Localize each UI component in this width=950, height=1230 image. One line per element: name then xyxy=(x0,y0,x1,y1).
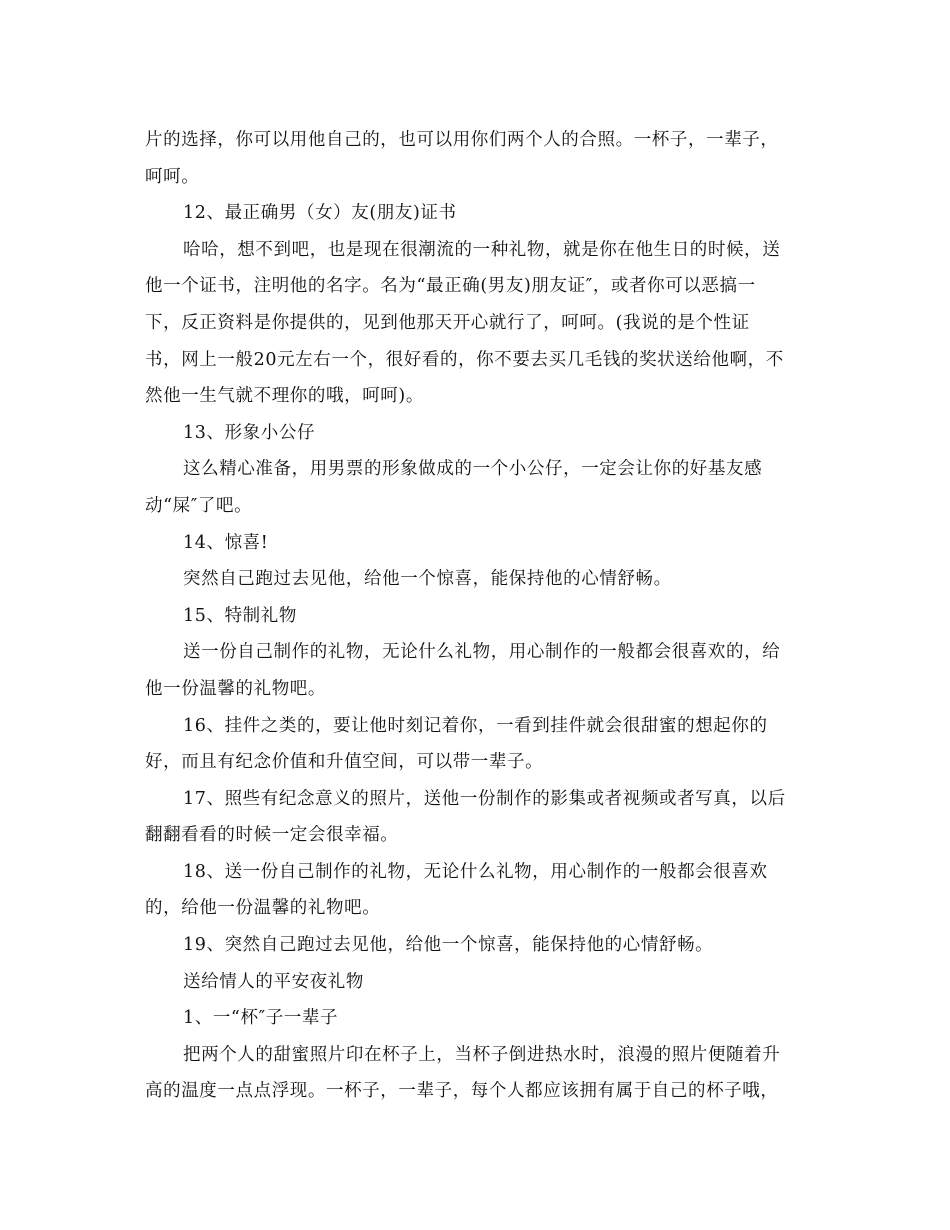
text-line: 19、突然自己跑过去见他，给他一个惊喜，能保持他的心情舒畅。 xyxy=(183,935,714,956)
text-line: 送一份自己制作的礼物，无论什么礼物，用心制作的一般都会很喜欢的，给 xyxy=(183,642,781,663)
text-line: 他一个证书，注明他的名字。名为“最正确(男友)朋友证″，或者你可以恶搞一 xyxy=(145,276,756,297)
text-line: 好，而且有纪念价值和升值空间，可以带一辈子。 xyxy=(145,752,544,773)
section-title: 送给情人的平安夜礼物 xyxy=(183,971,364,992)
text-line: 书，网上一般20元左右一个，很好看的，你不要去买几毛钱的奖状送给他啊，不 xyxy=(145,349,784,370)
text-line: 高的温度一点点浮现。一杯子，一辈子，每个人都应该拥有属于自己的杯子哦， xyxy=(145,1081,779,1102)
text-line: 17、照些有纪念意义的照片，送他一份制作的影集或者视频或者写真，以后 xyxy=(183,788,786,809)
text-line: 他一份温馨的礼物吧。 xyxy=(145,678,326,699)
text-line: 哈哈，想不到吧，也是现在很潮流的一种礼物，就是你在他生日的时候，送 xyxy=(183,239,781,260)
section-heading: 12、最正确男（女）友(朋友)证书 xyxy=(183,203,457,224)
text-line: 18、送一份自己制作的礼物，无论什么礼物，用心制作的一般都会很喜欢 xyxy=(183,861,768,882)
text-line: 翻翻看看的时候一定会很幸福。 xyxy=(145,825,399,846)
document-page xyxy=(145,122,810,1110)
section-heading: 13、形象小公仔 xyxy=(183,422,316,443)
text-line: 把两个人的甜蜜照片印在杯子上，当杯子倒进热水时，浪漫的照片便随着升 xyxy=(183,1044,781,1065)
text-line: 的，给他一份温馨的礼物吧。 xyxy=(145,898,381,919)
section-heading: 15、特制礼物 xyxy=(183,605,297,626)
text-line: 呵呵。 xyxy=(145,166,200,187)
text-line: 突然自己跑过去见他，给他一个惊喜，能保持他的心情舒畅。 xyxy=(183,569,672,590)
text-line: 这么精心准备，用男票的形象做成的一个小公仔，一定会让你的好基友感 xyxy=(183,459,763,480)
text-line: 下，反正资料是你提供的，见到他那天开心就行了，呵呵。(我说的是个性证 xyxy=(145,312,750,333)
section-heading: 14、惊喜! xyxy=(183,532,269,553)
section-heading: 1、一“杯″子一辈子 xyxy=(183,1008,339,1029)
text-line: 16、挂件之类的，要让他时刻记着你，一看到挂件就会很甜蜜的想起你的 xyxy=(183,715,768,736)
text-line: 片的选择，你可以用他自己的，也可以用你们两个人的合照。一杯子，一辈子， xyxy=(145,130,779,150)
text-line: 然他一生气就不理你的哦，呵呵)。 xyxy=(145,386,424,407)
text-line: 动“屎″了吧。 xyxy=(145,495,253,516)
